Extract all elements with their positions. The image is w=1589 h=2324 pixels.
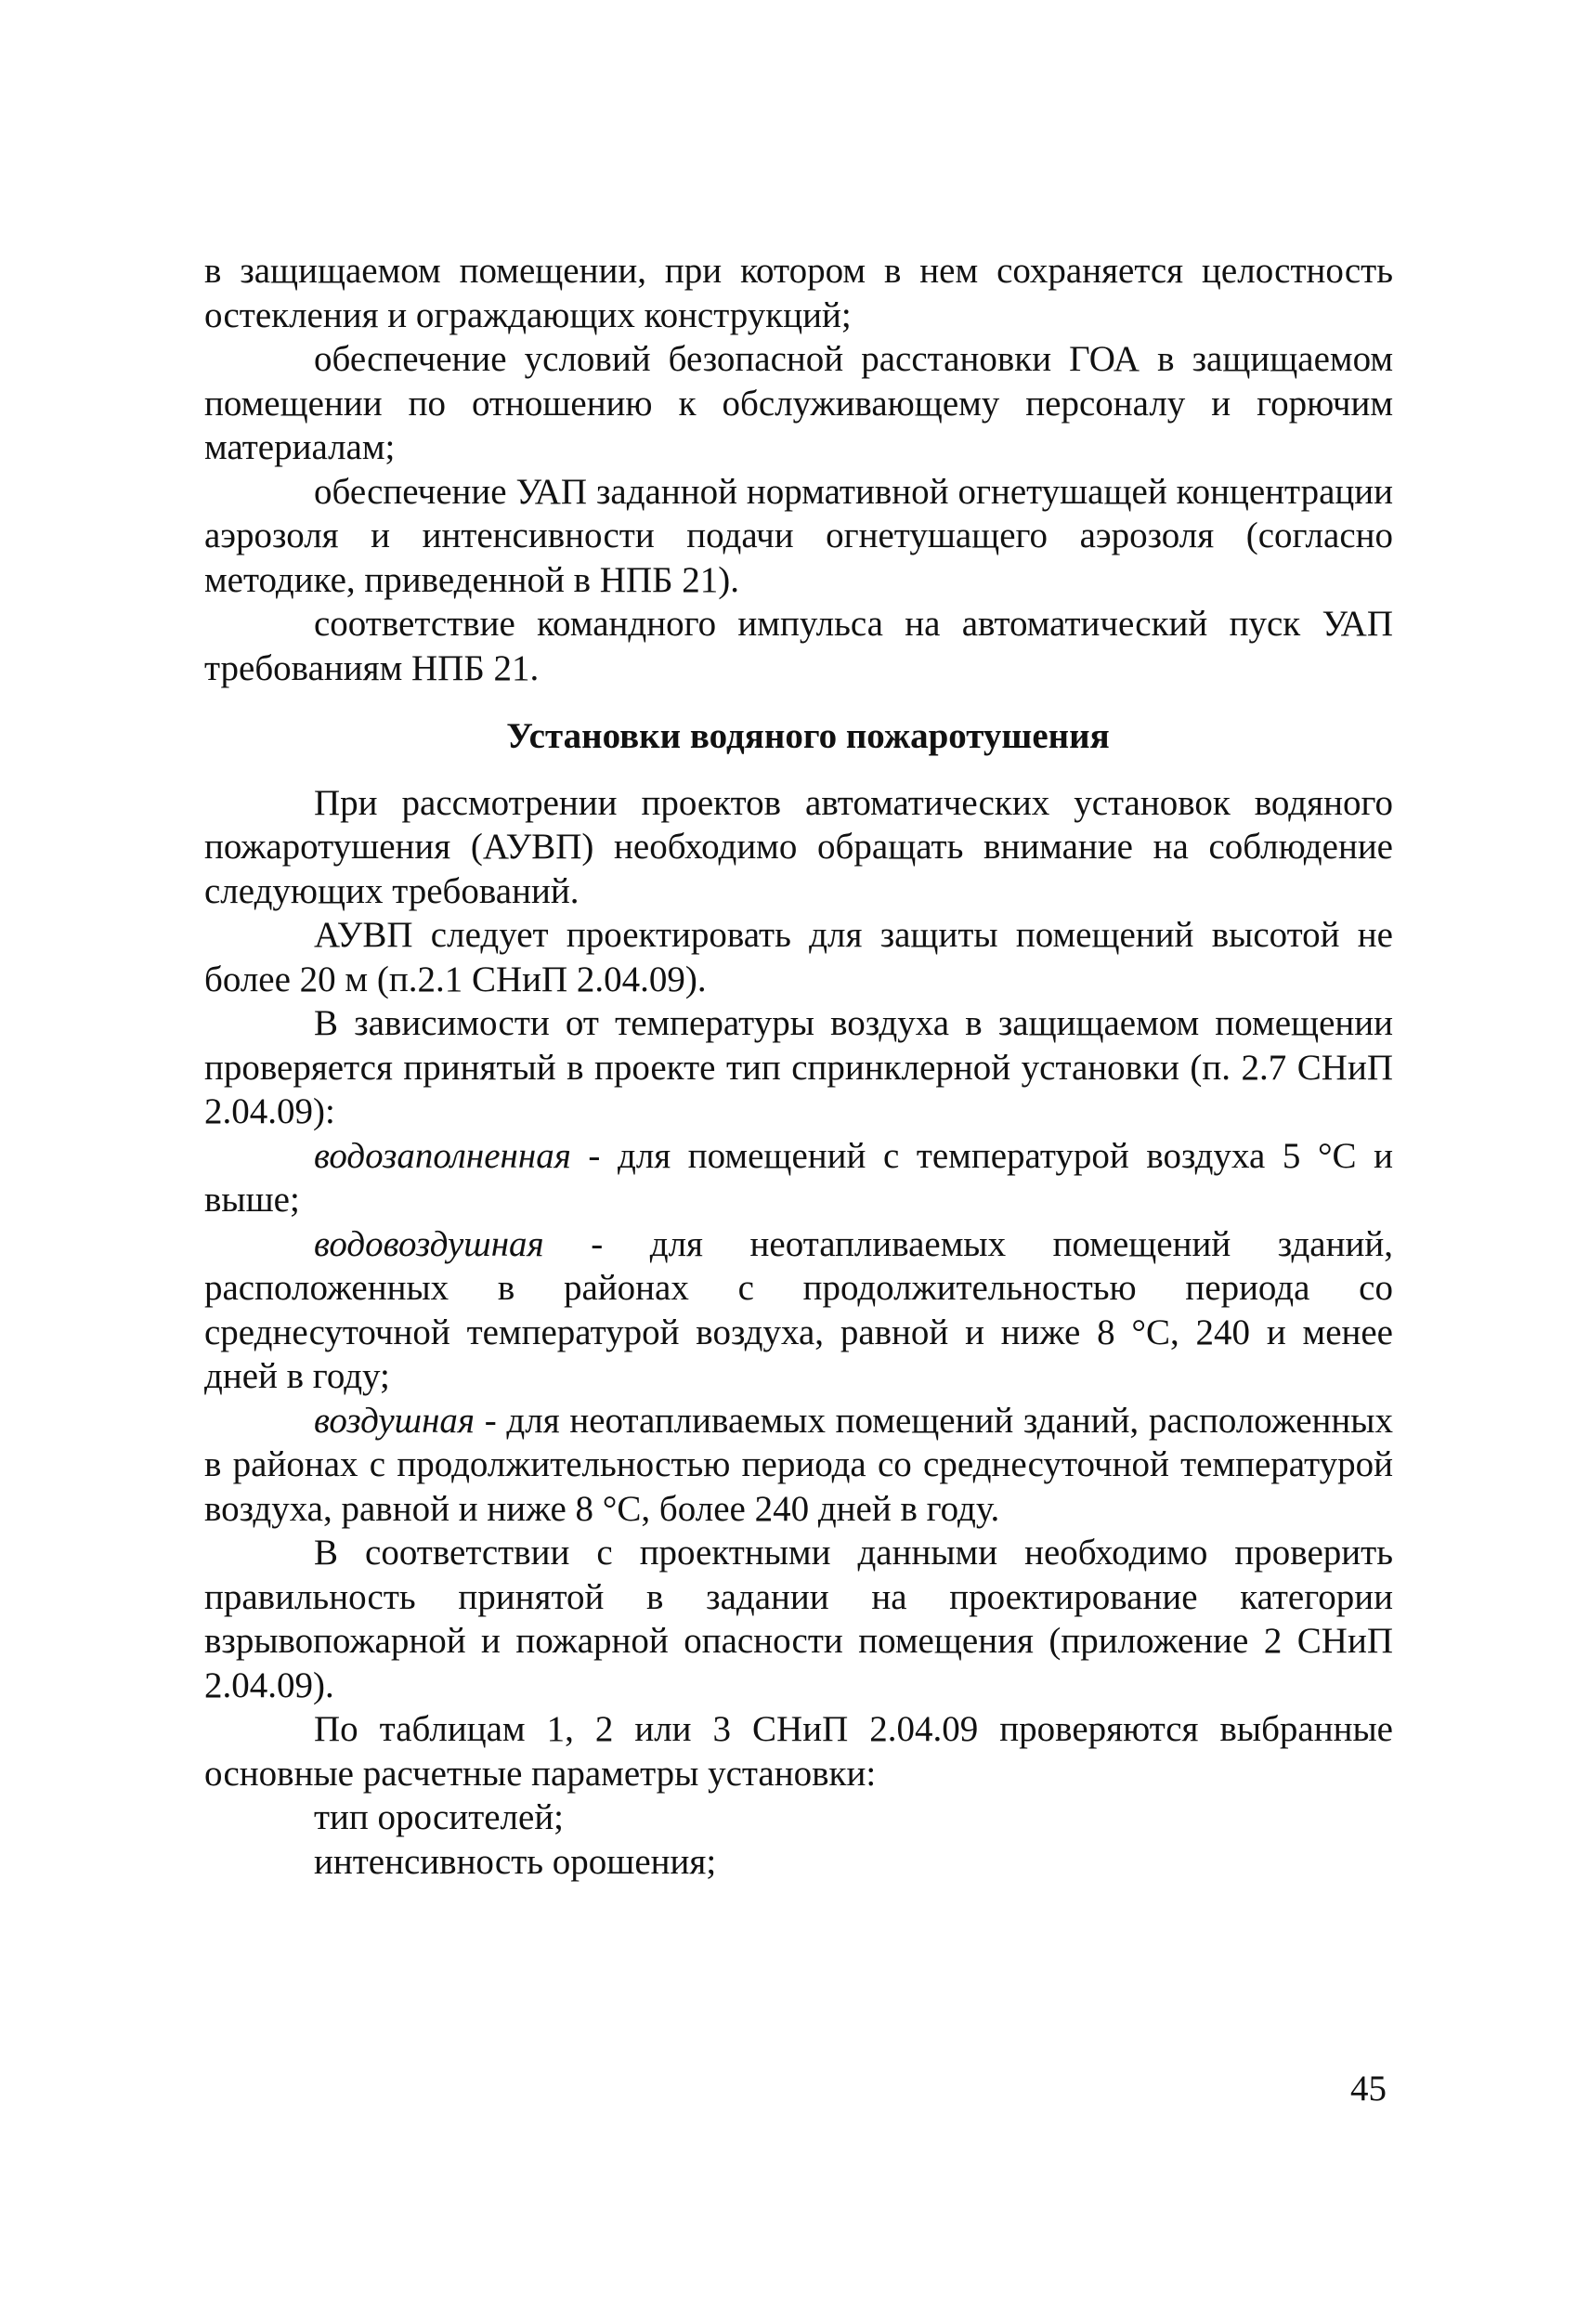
paragraph-continued: в защищаемом помещении, при котором в нем сохраняется целостность остекления и ограждающих конструкций;: [204, 251, 1393, 335]
paragraph-tables-check: По таблицам 1, 2 или 3 СНиП 2.04.09 проверяются выбранные основные расчетные параметры установки:: [204, 1709, 1393, 1794]
type-description: - для неотапливаемых помещений зданий, расположенных в районах с продолжительностью периода со среднесуточной температурой воздуха, равной и ниже 8 °С, 240 и менее дней в году;: [204, 1223, 1393, 1396]
type-definition: [204, 1222, 1393, 1399]
section-heading: Установки водяного пожаротушения: [506, 716, 1110, 756]
paragraph-uap-concentration: обеспечение УАП заданной нормативной огнетушащей концентрации аэрозоля и интенсивности подачи огнетушащего аэрозоля (согласно методике, приведенной в НПБ 21).: [204, 471, 1393, 600]
type-term: водозаполненная: [314, 1135, 571, 1176]
type-term: водовоздушная: [314, 1223, 544, 1264]
list-item: интенсивность орошения;: [314, 1841, 717, 1882]
paragraph-intro: При рассмотрении проектов автоматических установок водяного пожаротушения (АУВП) необходимо обращать внимание на соблюдение следующих требований.: [204, 782, 1393, 911]
type-definition: [204, 1399, 1393, 1532]
document-page: [204, 249, 1393, 1884]
paragraph-height-limit: АУВП следует проектировать для защиты помещений высотой не более 20 м (п.2.1 СНиП 2.04.09).: [204, 915, 1393, 999]
paragraph-category-check: В соответствии с проектными данными необходимо проверить правильность принятой в задании на проектирование категории взрывопожарной и пожарной опасности помещения (приложение 2 СНиП 2.04.09).: [204, 1533, 1393, 1705]
type-term: воздушная: [314, 1400, 475, 1441]
type-definition: [204, 1134, 1393, 1222]
paragraph-sprinkler-type: В зависимости от температуры воздуха в защищаемом помещении проверяется принятый в проекте тип спринклерной установки (п. 2.7 СНиП 2.04.09):: [204, 1003, 1393, 1131]
type-description: - для неотапливаемых помещений зданий, расположенных в районах с продолжительностью периода со среднесуточной температурой воздуха, равной и ниже 8 °С, более 240 дней в году.: [204, 1400, 1393, 1529]
type-description: - для помещений с температурой воздуха 5 °С и выше;: [204, 1135, 1393, 1220]
paragraph-command-impulse: соответствие командного импульса на автоматический пуск УАП требованиям НПБ 21.: [204, 604, 1393, 688]
list-item: тип оросителей;: [314, 1797, 565, 1837]
page-number: 45: [1350, 2069, 1387, 2109]
paragraph-goa-placement: обеспечение условий безопасной расстановки ГОА в защищаемом помещении по отношению к обслуживающему персоналу и горючим материалам;: [204, 339, 1393, 467]
